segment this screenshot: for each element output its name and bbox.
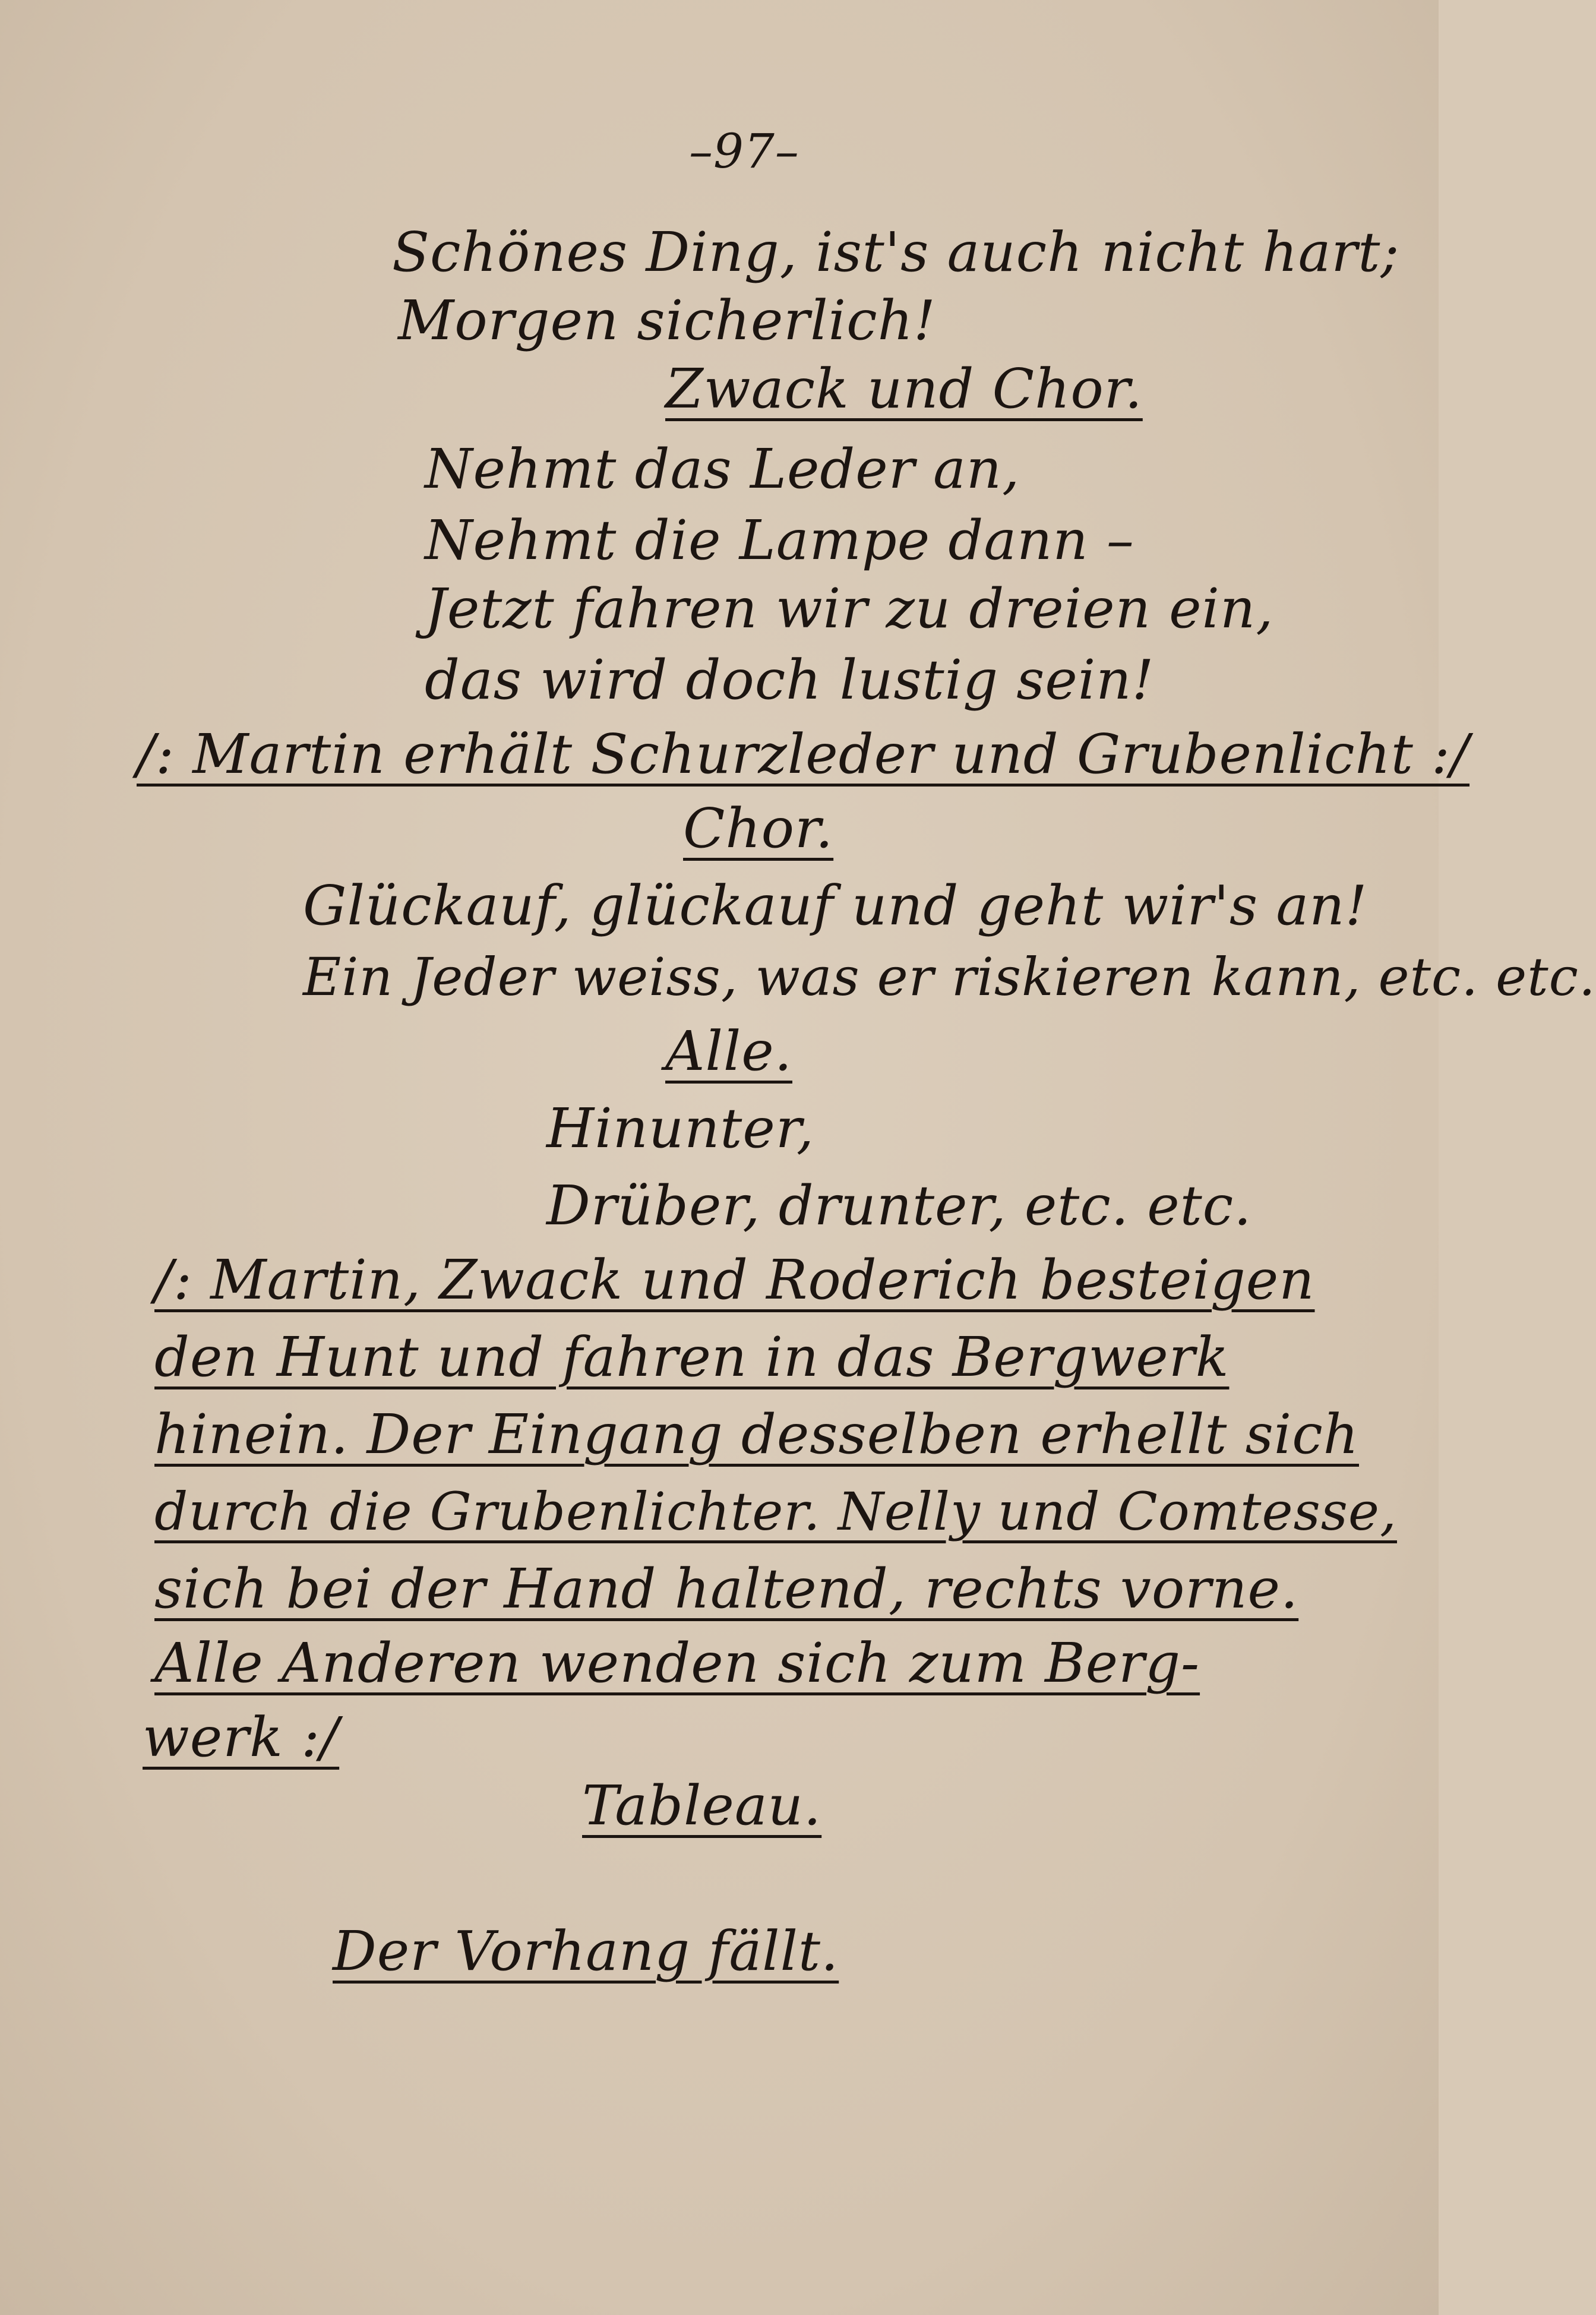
verse-line: Glückauf, glückauf und geht wir's an! — [303, 874, 1368, 937]
speaker-heading: Zwack und Chor. — [665, 357, 1143, 421]
verse-line: Schönes Ding, ist's auch nicht hart; — [392, 220, 1400, 284]
stage-direction: hinein. Der Eingang desselben erhellt sich — [154, 1403, 1359, 1466]
curtain-line: Der Vorhang fällt. — [333, 1919, 839, 1983]
speaker-heading: Alle. — [665, 1019, 792, 1083]
stage-direction: Alle Anderen wenden sich zum Berg- — [154, 1631, 1200, 1695]
verse-line: Nehmt die Lampe dann – — [425, 509, 1134, 572]
verse-line: Morgen sicherlich! — [398, 289, 936, 352]
page-number: –97– — [689, 124, 799, 179]
stage-direction: sich bei der Hand haltend, rechts vorne. — [154, 1557, 1299, 1621]
verse-line: Nehmt das Leder an, — [425, 437, 1020, 501]
stage-direction: werk :/ — [143, 1706, 340, 1769]
stage-direction: /: Martin erhält Schurzleder und Grubenlicht :/ — [137, 722, 1470, 786]
stage-direction: durch die Grubenlichter. Nelly und Comtesse, — [154, 1481, 1397, 1542]
verse-line: das wird doch lustig sein! — [425, 648, 1155, 712]
speaker-heading: Chor. — [683, 797, 834, 860]
verse-line: Jetzt fahren wir zu dreien ein, — [425, 577, 1274, 640]
stage-direction: /: Martin, Zwack und Roderich besteigen — [154, 1248, 1315, 1312]
verse-line: Hinunter, — [546, 1097, 814, 1160]
stage-direction: den Hunt und fahren in das Bergwerk — [154, 1325, 1230, 1389]
verse-line: Drüber, drunter, etc. etc. — [546, 1174, 1252, 1237]
verse-line: Ein Jeder weiss, was er riskieren kann, etc. etc. — [303, 946, 1596, 1008]
tableau-heading: Tableau. — [582, 1774, 822, 1837]
